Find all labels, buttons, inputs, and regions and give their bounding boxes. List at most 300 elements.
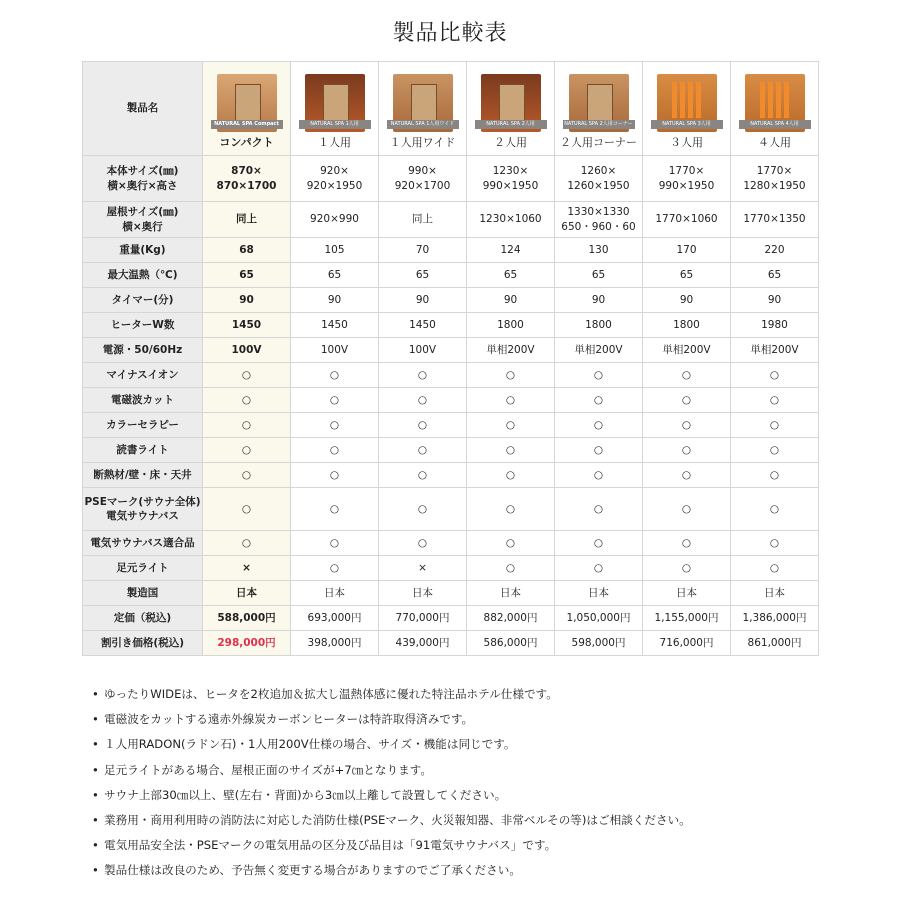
spec-value-line: 1770× — [668, 165, 705, 178]
spec-value-line: 220 — [764, 243, 785, 256]
spec-row — [83, 388, 819, 413]
spec-value-line: ○ — [241, 468, 252, 481]
spec-label-line: 最大温熱（℃) — [107, 268, 178, 281]
sauna-image — [214, 74, 279, 132]
page-title: 製品比較表 — [392, 21, 508, 46]
spec-label-line: 重量(Kg) — [119, 243, 166, 256]
spec-value — [467, 338, 555, 363]
spec-value-line: 1,155,000円 — [654, 611, 719, 624]
spec-row — [83, 313, 819, 338]
spec-value — [731, 156, 819, 202]
glass-door — [411, 84, 437, 122]
spec-label — [83, 463, 203, 488]
spec-value-line: 1260×1950 — [567, 179, 630, 192]
spec-label — [83, 413, 203, 438]
spec-value — [731, 606, 819, 631]
spec-value-line: 588,000円 — [217, 611, 276, 624]
spec-value-line: 100V — [231, 343, 262, 356]
spec-row — [83, 581, 819, 606]
spec-value — [555, 388, 643, 413]
spec-value-line: 105 — [324, 243, 345, 256]
product-cell — [467, 62, 555, 156]
spec-value-line: ○ — [769, 536, 780, 549]
spec-label-line: 割引き価格(税込) — [100, 636, 185, 649]
spec-value — [467, 581, 555, 606]
spec-value-line: 586,000円 — [483, 636, 538, 649]
spec-value-line: ○ — [681, 418, 692, 431]
spec-value — [643, 631, 731, 656]
spec-label-line: マイナスイオン — [106, 368, 179, 381]
spec-value-line: 100V — [408, 343, 437, 356]
spec-value-line: 日本 — [588, 586, 609, 599]
spec-value — [467, 606, 555, 631]
product-name: ４人用 — [758, 136, 791, 150]
spec-value — [467, 556, 555, 581]
spec-row — [83, 531, 819, 556]
glass-door — [499, 84, 525, 122]
glass-door — [323, 84, 349, 122]
spec-value-line: 398,000円 — [307, 636, 362, 649]
spec-value — [379, 388, 467, 413]
spec-value-line: 日本 — [324, 586, 345, 599]
spec-value — [291, 413, 379, 438]
spec-value-line: 65 — [239, 268, 254, 281]
spec-row — [83, 288, 819, 313]
spec-value-line: 90 — [415, 293, 430, 306]
spec-value-line: 90 — [679, 293, 694, 306]
spec-value-line: ○ — [241, 536, 252, 549]
spec-value-line: 920×990 — [310, 213, 359, 226]
spec-label-line: 製造国 — [126, 586, 159, 599]
spec-value — [731, 531, 819, 556]
note-item — [92, 682, 691, 707]
spec-value — [555, 413, 643, 438]
spec-value — [467, 202, 555, 238]
glass-door — [587, 84, 613, 122]
spec-value-line: 1280×1950 — [743, 179, 806, 192]
spec-value-line: 170 — [676, 243, 697, 256]
spec-value — [379, 156, 467, 202]
spec-label — [83, 363, 203, 388]
sauna-image — [390, 74, 455, 132]
spec-value-line: ○ — [417, 393, 428, 406]
spec-value-line: 90 — [239, 293, 254, 306]
spec-value-line: ○ — [681, 468, 692, 481]
spec-value — [467, 156, 555, 202]
spec-value — [643, 238, 731, 263]
spec-row — [83, 338, 819, 363]
spec-value-line: 同上 — [236, 213, 257, 226]
spec-value — [203, 288, 291, 313]
spec-value-line: 130 — [588, 243, 609, 256]
spec-value — [555, 581, 643, 606]
spec-value — [467, 413, 555, 438]
spec-value-line: ○ — [681, 443, 692, 456]
spec-value — [731, 388, 819, 413]
spec-label — [83, 156, 203, 202]
spec-value-line: 1770×1060 — [655, 213, 718, 226]
spec-value-line: 650・960・60 — [561, 220, 636, 233]
spec-label-line: タイマー(分) — [111, 293, 174, 306]
spec-value-line: 990×1950 — [482, 179, 539, 192]
spec-value-line: 1800 — [673, 318, 700, 331]
spec-value-line: 65 — [679, 268, 694, 281]
spec-value — [731, 413, 819, 438]
spec-value — [467, 531, 555, 556]
spec-value — [555, 313, 643, 338]
heater-panels — [755, 82, 795, 118]
spec-value — [291, 156, 379, 202]
spec-value — [467, 363, 555, 388]
spec-value — [555, 263, 643, 288]
sauna-image — [745, 74, 805, 132]
spec-value-line: 1260× — [580, 165, 617, 178]
spec-value-line: ○ — [417, 468, 428, 481]
spec-value-line: ○ — [329, 536, 340, 549]
spec-value — [203, 606, 291, 631]
spec-value-line: ○ — [505, 561, 516, 574]
product-name: コンパクト — [219, 136, 274, 150]
spec-label — [83, 288, 203, 313]
spec-value-line: 861,000円 — [747, 636, 802, 649]
spec-value — [379, 488, 467, 531]
spec-value-line: × — [242, 561, 251, 574]
spec-label-line: PSEマーク(サウナ全体) — [84, 495, 201, 508]
spec-value-line: ○ — [505, 368, 516, 381]
spec-label-line: 屋根サイズ(㎜) — [106, 206, 179, 219]
spec-value-line: ○ — [681, 502, 692, 515]
spec-row — [83, 363, 819, 388]
spec-label — [83, 238, 203, 263]
product-cell — [555, 62, 643, 156]
spec-value — [291, 338, 379, 363]
spec-value-line: ○ — [593, 536, 604, 549]
spec-value-line: 1800 — [585, 318, 612, 331]
spec-value — [555, 156, 643, 202]
spec-value-line: ○ — [505, 418, 516, 431]
note-text: 業務用・商用利用時の消防法に対応した消防仕様(PSEマーク、火災報知器、非常ベルその等)はご相談ください。 — [104, 812, 691, 827]
product-cell — [643, 62, 731, 156]
spec-value-line: ○ — [769, 368, 780, 381]
note-text: 電気用品安全法・PSEマークの電気用品の区分及び品目は「91電気サウナバス」です。 — [104, 838, 557, 853]
spec-value-line: 同上 — [412, 213, 433, 226]
spec-value-line: 100V — [320, 343, 349, 356]
spec-value — [203, 463, 291, 488]
note-item — [92, 808, 691, 833]
bullet-icon: • — [92, 838, 99, 853]
spec-value-line: 716,000円 — [659, 636, 714, 649]
spec-value — [379, 238, 467, 263]
spec-value-line: ○ — [329, 502, 340, 515]
spec-value — [203, 488, 291, 531]
spec-value — [203, 338, 291, 363]
spec-value — [379, 556, 467, 581]
spec-value-line: ○ — [417, 443, 428, 456]
spec-value — [555, 438, 643, 463]
spec-value-line: ○ — [417, 536, 428, 549]
spec-value — [643, 463, 731, 488]
spec-value — [555, 631, 643, 656]
header-row — [83, 62, 819, 156]
spec-value — [643, 488, 731, 531]
spec-value-line: ○ — [593, 393, 604, 406]
spec-value-line: ○ — [769, 418, 780, 431]
spec-value-line: 1,050,000円 — [566, 611, 631, 624]
spec-value-line: ○ — [681, 561, 692, 574]
spec-value — [467, 263, 555, 288]
spec-value-line: 1,386,000円 — [742, 611, 807, 624]
spec-value-line: 693,000円 — [307, 611, 362, 624]
spec-value-line: 65 — [591, 268, 606, 281]
bullet-icon: • — [92, 712, 99, 727]
spec-value-line: 日本 — [236, 586, 257, 599]
spec-row — [83, 438, 819, 463]
spec-value — [203, 438, 291, 463]
note-item — [92, 783, 691, 808]
product-cell — [731, 62, 819, 156]
spec-value — [643, 413, 731, 438]
spec-value — [731, 288, 819, 313]
spec-value-line: 920×1950 — [306, 179, 363, 192]
spec-value — [731, 313, 819, 338]
spec-value — [731, 463, 819, 488]
bullet-icon: • — [92, 787, 99, 802]
spec-row — [83, 238, 819, 263]
spec-value — [379, 581, 467, 606]
spec-row — [83, 488, 819, 531]
spec-value — [203, 556, 291, 581]
bullet-icon: • — [92, 863, 99, 878]
spec-value — [555, 288, 643, 313]
spec-label-line: 電気サウナバス適合品 — [90, 536, 195, 549]
spec-value-line: ○ — [681, 536, 692, 549]
spec-value-line: ○ — [329, 443, 340, 456]
spec-value — [291, 438, 379, 463]
spec-value-line: 1330×1330 — [567, 206, 630, 219]
spec-value — [291, 388, 379, 413]
spec-label — [83, 313, 203, 338]
spec-value — [291, 288, 379, 313]
spec-value-line: ○ — [505, 536, 516, 549]
spec-value — [379, 463, 467, 488]
spec-value-line: ○ — [681, 393, 692, 406]
spec-value-line: 65 — [503, 268, 518, 281]
spec-row — [83, 202, 819, 238]
product-cell — [203, 62, 291, 156]
spec-value — [643, 531, 731, 556]
spec-value — [379, 313, 467, 338]
spec-value-line: 439,000円 — [395, 636, 450, 649]
bullet-icon: • — [92, 762, 99, 777]
spec-value — [291, 556, 379, 581]
spec-value — [203, 581, 291, 606]
spec-value-line: 1800 — [497, 318, 524, 331]
spec-value — [203, 156, 291, 202]
spec-value — [731, 438, 819, 463]
spec-value-line: 1770× — [756, 165, 793, 178]
spec-value-line: 1450 — [231, 318, 262, 331]
spec-value-line: ○ — [593, 368, 604, 381]
product-cell — [291, 62, 379, 156]
spec-value-line: ○ — [417, 418, 428, 431]
spec-value — [379, 631, 467, 656]
spec-value-line: 日本 — [676, 586, 697, 599]
spec-value-line: 1450 — [409, 318, 436, 331]
spec-value-line: ○ — [505, 502, 516, 515]
header-label: 製品名 — [83, 62, 203, 156]
spec-value-line: 90 — [503, 293, 518, 306]
spec-value-line: ○ — [593, 502, 604, 515]
spec-value-line: ○ — [329, 561, 340, 574]
spec-value-line: × — [418, 561, 427, 574]
spec-label-line: 読書ライト — [116, 443, 169, 456]
spec-value-line: ○ — [769, 393, 780, 406]
spec-value — [643, 263, 731, 288]
spec-value — [379, 338, 467, 363]
spec-label — [83, 531, 203, 556]
spec-value — [291, 202, 379, 238]
spec-value — [379, 263, 467, 288]
spec-label — [83, 338, 203, 363]
product-cell — [379, 62, 467, 156]
spec-value-line: 1980 — [761, 318, 788, 331]
spec-value-line: 単相200V — [662, 343, 711, 356]
comparison-table — [82, 61, 819, 656]
note-text: サウナ上部30㎝以上、壁(左右・背面)から3㎝以上離して設置してください。 — [104, 787, 507, 802]
spec-value-line: ○ — [769, 468, 780, 481]
spec-value-line: ○ — [241, 502, 252, 515]
spec-value — [731, 556, 819, 581]
heater-panels — [667, 82, 707, 118]
spec-value — [467, 388, 555, 413]
spec-value-line: ○ — [329, 418, 340, 431]
spec-value — [291, 238, 379, 263]
spec-value-line: 90 — [767, 293, 782, 306]
sauna-image — [657, 74, 717, 132]
spec-value — [203, 238, 291, 263]
product-name: ２人用 — [494, 136, 527, 150]
spec-value — [291, 463, 379, 488]
spec-value-line: ○ — [329, 368, 340, 381]
spec-value-line: 70 — [415, 243, 430, 256]
note-item — [92, 707, 691, 732]
spec-value — [467, 238, 555, 263]
spec-row — [83, 556, 819, 581]
image-caption: NATURAL SPA 2人用 — [475, 120, 547, 129]
spec-value — [555, 463, 643, 488]
spec-value — [203, 313, 291, 338]
spec-value — [291, 606, 379, 631]
spec-value — [643, 363, 731, 388]
spec-value-line: 単相200V — [750, 343, 799, 356]
spec-value — [379, 288, 467, 313]
spec-value — [291, 363, 379, 388]
spec-value — [203, 413, 291, 438]
spec-value — [555, 202, 643, 238]
spec-value — [555, 556, 643, 581]
spec-label — [83, 202, 203, 238]
spec-value — [643, 288, 731, 313]
spec-value — [643, 556, 731, 581]
spec-value — [731, 263, 819, 288]
spec-label — [83, 488, 203, 531]
spec-label-line: 断熱材/壁・床・天井 — [93, 468, 192, 481]
spec-value-line: 1770×1350 — [743, 213, 806, 226]
spec-value — [203, 631, 291, 656]
spec-value-line: 単相200V — [486, 343, 535, 356]
spec-value-line: 1450 — [321, 318, 348, 331]
spec-value — [555, 338, 643, 363]
bullet-icon: • — [92, 687, 99, 701]
sauna-image — [481, 74, 541, 132]
spec-value — [643, 338, 731, 363]
spec-label — [83, 631, 203, 656]
image-caption: NATURAL SPA 1人用ワイド — [387, 120, 459, 129]
note-item — [92, 833, 691, 858]
spec-value-line: ○ — [593, 468, 604, 481]
spec-value-line: 日本 — [764, 586, 785, 599]
spec-value-line: ○ — [593, 443, 604, 456]
spec-value-line: 65 — [767, 268, 782, 281]
spec-value — [643, 438, 731, 463]
spec-value-line: ○ — [241, 368, 252, 381]
sauna-image — [564, 74, 633, 132]
spec-value-line: 日本 — [500, 586, 521, 599]
spec-row — [83, 413, 819, 438]
spec-value — [643, 388, 731, 413]
spec-value — [555, 363, 643, 388]
note-text: ゆったりWIDEは、ヒータを2枚追加＆拡大し温熱体感に優れた特注品ホテル仕様です。 — [104, 687, 558, 701]
spec-value — [643, 202, 731, 238]
spec-value-line: 298,000円 — [217, 636, 276, 649]
spec-value-line: ○ — [241, 418, 252, 431]
spec-value — [467, 488, 555, 531]
spec-value-line: 単相200V — [574, 343, 623, 356]
spec-value-line: 90 — [327, 293, 342, 306]
note-item — [92, 858, 691, 883]
spec-label-line: 電磁波カット — [111, 393, 174, 406]
spec-value — [291, 263, 379, 288]
spec-value — [643, 581, 731, 606]
image-caption: NATURAL SPA 1人用 — [299, 120, 371, 129]
spec-value — [467, 313, 555, 338]
spec-row — [83, 263, 819, 288]
spec-value — [731, 363, 819, 388]
spec-value-line: ○ — [505, 393, 516, 406]
spec-value-line: ○ — [417, 368, 428, 381]
product-name: ２人用コーナー — [560, 136, 637, 150]
spec-value — [203, 263, 291, 288]
spec-value — [379, 531, 467, 556]
spec-value — [291, 313, 379, 338]
spec-value-line: 882,000円 — [483, 611, 538, 624]
spec-row — [83, 631, 819, 656]
spec-value — [731, 202, 819, 238]
spec-value-line: 124 — [500, 243, 521, 256]
bullet-icon: • — [92, 737, 99, 752]
spec-value — [731, 488, 819, 531]
spec-value — [731, 238, 819, 263]
product-name: ３人用 — [670, 136, 703, 150]
spec-value — [467, 463, 555, 488]
spec-label-line: 横×奥行×高さ — [107, 179, 178, 192]
spec-value-line: 870×1700 — [216, 179, 277, 192]
spec-value — [203, 531, 291, 556]
spec-value — [379, 202, 467, 238]
note-text: 足元ライトがある場合、屋根正面のサイズが+7㎝となります。 — [104, 762, 432, 777]
spec-label-line: 横×奥行 — [122, 220, 163, 233]
spec-value-line: ○ — [329, 393, 340, 406]
